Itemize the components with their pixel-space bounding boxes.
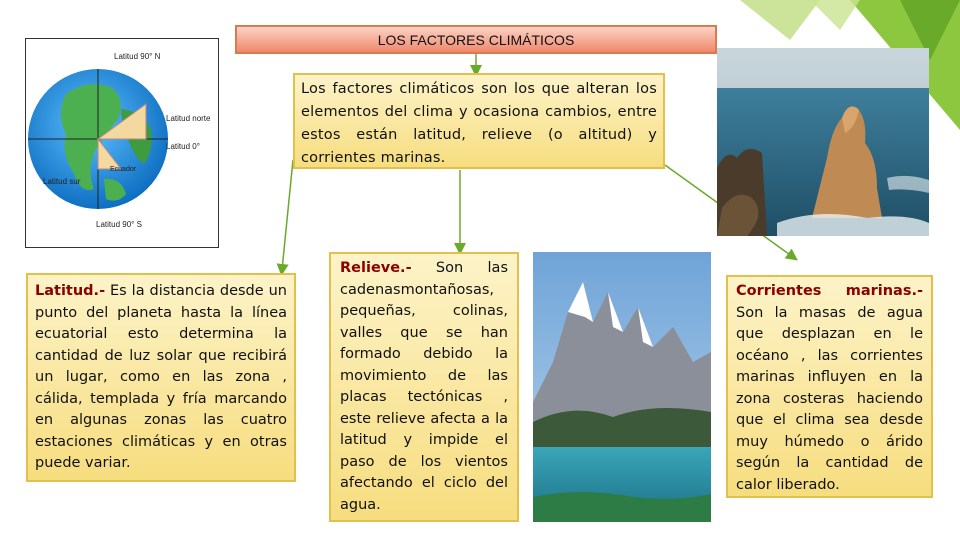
page-title: LOS FACTORES CLIMÁTICOS: [235, 25, 717, 54]
label-lat-90s: Latitud 90° S: [96, 220, 142, 229]
mountain-lake-image: [533, 252, 711, 522]
latitud-card: [26, 273, 296, 482]
intro-text: Los factores climáticos son los que alteran los elementos del clima y ocasiona cambios, entre estos están latitud, relieve (o altitud) y corrientes marinas.: [293, 73, 665, 169]
relieve-heading: Relieve.-: [340, 260, 412, 276]
label-lat-0: Latitud 0°: [166, 142, 200, 151]
label-ecuador: Ecuador: [110, 166, 137, 173]
latitud-heading: Latitud.-: [35, 283, 106, 299]
corrientes-heading: Corrientes marinas.-: [736, 283, 923, 299]
relieve-text: Son las cadenasmontañosas, pequeñas, colinas, valles que se han formado debido la movimiento de las placas tectónicas , este relieve afecta a la latitud y impide el paso de los vientos afectando el ciclo del agua.: [340, 260, 508, 513]
label-lat-norte: Latitud norte: [166, 114, 211, 123]
relieve-card: [329, 252, 519, 522]
corrientes-card: [726, 275, 933, 498]
corrientes-text: Son la masas de agua que desplazan en le océano , las corrientes marinas influyen en la zona costeras haciendo que el clima sea desde muy húmedo o árido según la cantidad de calor liberado.: [736, 304, 923, 493]
label-lat-90n: Latitud 90° N: [114, 52, 161, 61]
coastal-rock-image: [717, 48, 929, 236]
latitud-text: Es la distancia desde un punto del planeta hasta la línea ecuatorial esto determina la cantidad de luz solar que recibirá un lugar, como en las zona , cálida, templada y fría marcando en algunas zonas las cuatro estaciones climáticas y en otras puede variar.: [35, 283, 287, 471]
globe-latitude-image: [25, 38, 219, 248]
label-lat-sur: Latitud sur: [43, 177, 81, 186]
